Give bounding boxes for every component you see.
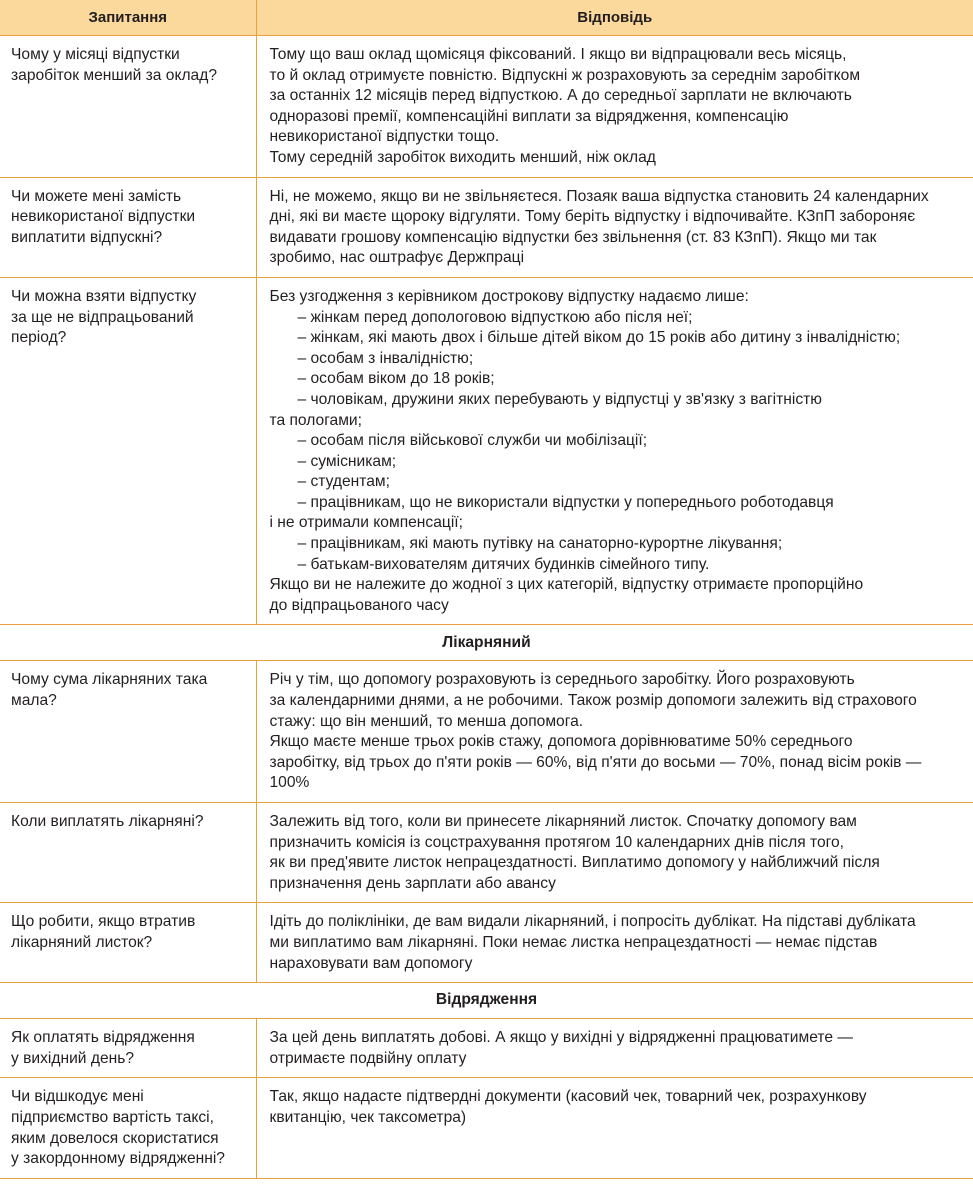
question-line: Чому у місяці відпустки	[11, 46, 180, 63]
question-line: яким довелося скористатися	[11, 1129, 219, 1147]
list-item-continuation: та пологами;	[269, 411, 362, 429]
answer-line: за календарними днями, а не робочими. Також розмір допомоги залежить від страхового	[269, 692, 917, 710]
answer-line: нараховувати вам допомогу	[269, 954, 473, 972]
question-line: період?	[11, 329, 67, 347]
question-line: Як оплатять відрядження	[11, 1029, 195, 1047]
question-line: Чи можна взяти відпустку	[11, 287, 197, 305]
answer-line: то й оклад отримуєте повністю. Відпускні ж розраховують за середнім заробітком	[269, 66, 861, 84]
answer-line: ми виплатимо вам лікарняні. Поки немає листка непрацездатності — немає підстав	[269, 933, 878, 951]
answer-line: Ні, не можемо, якщо ви не звільняєтеся. Позаяк ваша відпустка становить 24 календарних	[269, 187, 929, 205]
table-header-row	[0, 0, 973, 36]
column-header-question: Запитання	[0, 0, 256, 36]
question-cell	[0, 1019, 256, 1078]
list-item-continuation: і не отримали компенсації;	[269, 514, 463, 532]
question-line: виплатити відпускні?	[11, 228, 163, 246]
list-item: – сумісникам;	[297, 452, 397, 470]
answer-cell	[256, 177, 973, 277]
answer-cell	[256, 277, 973, 625]
table-row	[0, 661, 973, 803]
answer-cell	[256, 903, 973, 983]
answer-line: Залежить від того, коли ви принесете лікарняний листок. Спочатку допомогу вам	[269, 813, 857, 830]
list-item: – чоловікам, дружини яких перебувають у відпустці у зв'язку з вагітністю	[297, 390, 822, 408]
answer-line: квитанцію, чек таксометра)	[269, 1108, 467, 1126]
list-item: – особам після військової служби чи мобілізації;	[297, 432, 648, 450]
question-line: невикористаної відпустки	[11, 208, 196, 226]
question-line: підприємство вартість таксі,	[11, 1108, 214, 1126]
column-header-answer: Відповідь	[256, 0, 973, 36]
answer-line: 100%	[269, 774, 310, 792]
table-row	[0, 36, 973, 178]
section-title-business-trips: Відрядження	[0, 983, 973, 1019]
list-item: – жінкам, які мають двох і більше дітей віком до 15 років або дитину з інвалідністю;	[297, 329, 901, 347]
question-line: заробіток менший за оклад?	[11, 66, 217, 84]
list-item: – студентам;	[297, 473, 390, 491]
table-row	[0, 803, 973, 903]
question-cell	[0, 803, 256, 903]
list-item: – працівникам, які мають путівку на санаторно-курортне лікування;	[297, 535, 783, 553]
table-row	[0, 1019, 973, 1078]
answer-line: отримаєте подвійну оплату	[269, 1049, 467, 1067]
question-line: Коли виплатять лікарняні?	[11, 813, 204, 830]
answer-cell	[256, 36, 973, 178]
question-cell	[0, 177, 256, 277]
answer-line: заробітку, від трьох до п'яти років — 60%, від п'яти до восьми — 70%, понад вісім років —	[269, 753, 922, 771]
question-cell	[0, 661, 256, 803]
question-cell	[0, 36, 256, 178]
answer-outro: Якщо ви не належите до жодної з цих категорій, відпустку отримаєте пропорційно	[269, 576, 864, 594]
list-item: – працівникам, що не використали відпустки у попереднього роботодавця	[297, 493, 834, 511]
answer-line: стажу: що він менший, то менша допомога.	[269, 712, 584, 730]
answer-cell	[256, 1078, 973, 1178]
question-line: лікарняний листок?	[11, 933, 153, 951]
answer-line: Якщо маєте менше трьох років стажу, допомога дорівнюватиме 50% середнього	[269, 733, 853, 751]
question-line: мала?	[11, 692, 57, 710]
answer-line: одноразові премії, компенсаційні виплати за відрядження, компенсацію	[269, 107, 789, 125]
answer-line: Річ у тім, що допомогу розраховують із середнього заробітку. Його розраховують	[269, 671, 855, 689]
answer-cell	[256, 1019, 973, 1078]
answer-line: Тому що ваш оклад щомісяця фіксований. І якщо ви відпрацювали весь місяць,	[269, 46, 847, 63]
question-cell	[0, 1078, 256, 1178]
answer-line: призначення день зарплати або авансу	[269, 874, 556, 892]
table-row	[0, 1078, 973, 1178]
list-item: – особам віком до 18 років;	[297, 370, 495, 388]
section-row	[0, 625, 973, 661]
question-line: у закордонному відрядженні?	[11, 1150, 225, 1168]
question-cell	[0, 903, 256, 983]
answer-line: Ідіть до поліклініки, де вам видали лікарняний, і попросіть дублікат. На підставі дубліката	[269, 913, 916, 931]
table-row	[0, 277, 973, 625]
question-cell	[0, 277, 256, 625]
question-line: у вихідний день?	[11, 1049, 135, 1067]
answer-line: видавати грошову компенсацію відпустки без звільнення (ст. 83 КЗпП). Якщо ми так	[269, 228, 877, 246]
list-item: – особам з інвалідністю;	[297, 349, 474, 367]
table-row	[0, 903, 973, 983]
list-item: – жінкам перед допологовою відпусткою або після неї;	[297, 308, 693, 326]
answer-line: Так, якщо надасте підтвердні документи (касовий чек, товарний чек, розрахункову	[269, 1088, 867, 1106]
answer-line: За цей день виплатять добові. А якщо у вихідні у відрядженні працюватимете —	[269, 1029, 853, 1047]
question-line: Чи відшкодує мені	[11, 1088, 144, 1106]
answer-line: призначить комісія із соцстрахування протягом 10 календарних днів після того,	[269, 833, 845, 851]
question-line: за ще не відпрацьований	[11, 308, 194, 326]
question-line: Чи можете мені замість	[11, 187, 182, 205]
answer-line: зробимо, нас оштрафує Держпраці	[269, 249, 525, 267]
answer-outro: до відпрацьованого часу	[269, 596, 449, 614]
answer-line: Тому середній заробіток виходить менший, ніж оклад	[269, 148, 656, 166]
section-row	[0, 983, 973, 1019]
answer-cell	[256, 803, 973, 903]
question-line: Чому сума лікарняних така	[11, 671, 208, 689]
table-row	[0, 177, 973, 277]
answer-line: дні, які ви маєте щороку відгуляти. Тому беріть відпустку і відпочивайте. КЗпП забороняє	[269, 208, 916, 226]
answer-line: за останніх 12 місяців перед відпусткою. А до середньої зарплати не включають	[269, 87, 852, 105]
section-title-sick-leave: Лікарняний	[0, 625, 973, 661]
answer-line: невикористаної відпустки тощо.	[269, 128, 500, 146]
question-line: Що робити, якщо втратив	[11, 913, 196, 931]
answer-intro: Без узгодження з керівником дострокову відпустку надаємо лише:	[269, 287, 749, 305]
list-item: – батькам-вихователям дитячих будинків сімейного типу.	[297, 555, 710, 573]
answer-cell	[256, 661, 973, 803]
answer-line: як ви пред'явите листок непрацездатності. Виплатимо допомогу у найближчий після	[269, 854, 880, 872]
